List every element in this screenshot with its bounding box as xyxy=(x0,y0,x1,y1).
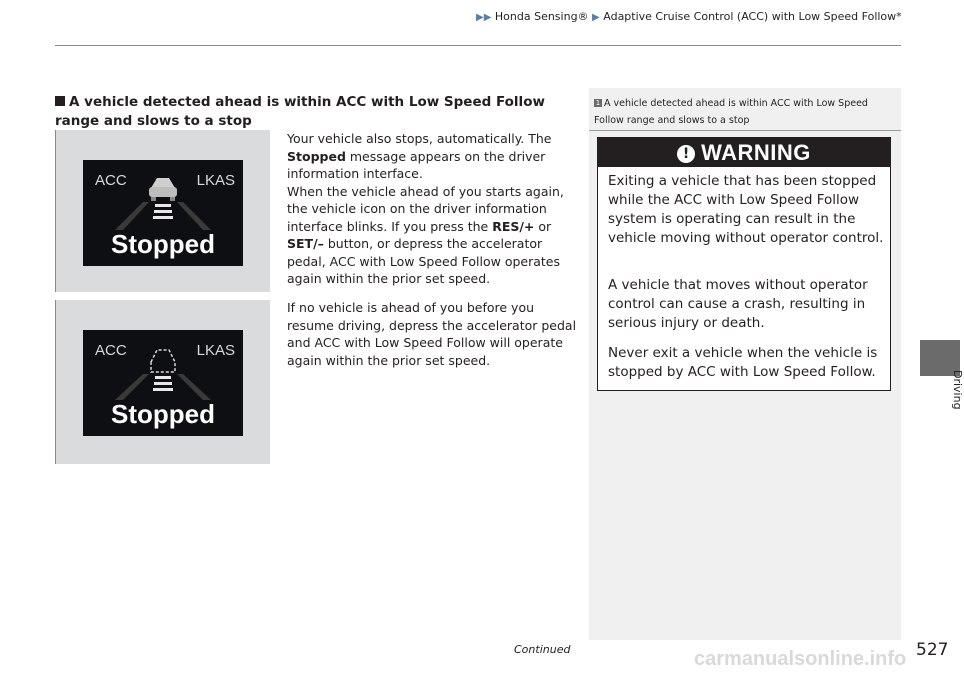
p1-res-button-label: RES/+ xyxy=(492,218,535,234)
p1-text-c: When the vehicle ahead of you starts again, the vehicle icon on the driver information interface blinks. If you press the xyxy=(287,183,564,234)
stopped-message: Stopped xyxy=(111,399,215,429)
paragraph-1 xyxy=(287,130,577,288)
header-divider xyxy=(55,45,901,46)
section-title-text: A vehicle detected ahead is within ACC with Low Speed Follow range and slows to a stop xyxy=(55,94,545,129)
acc-label: ACC xyxy=(95,342,127,359)
breadcrumb-arrow-icon: ▶▶ xyxy=(476,12,492,23)
stopped-message: Stopped xyxy=(111,229,215,259)
display-image-vehicle-ahead xyxy=(55,130,270,292)
page-number: 527 xyxy=(916,640,949,660)
chapter-tab-label: Driving xyxy=(951,370,964,410)
sidebar-heading xyxy=(594,95,899,129)
display-image-vehicle-blinking xyxy=(55,300,270,464)
p1-text-d: button, or depress the accelerator pedal, ACC with Low Speed Follow operates again within the prior set speed. xyxy=(287,236,560,286)
lkas-label: LKAS xyxy=(196,342,235,359)
lkas-label: LKAS xyxy=(196,172,235,189)
breadcrumb-honda-sensing[interactable]: Honda Sensing® xyxy=(494,10,589,23)
p1-text-b: message appears on the driver information interface. xyxy=(287,148,546,181)
continued-label: Continued xyxy=(514,643,571,656)
warning-icon: ! xyxy=(677,145,695,163)
warning-title: WARNING xyxy=(701,140,811,165)
breadcrumb-acc[interactable]: Adaptive Cruise Control (ACC) with Low Speed Follow* xyxy=(603,10,902,23)
p1-or: or xyxy=(534,218,552,234)
warning-text-3: Never exit a vehicle when the vehicle is stopped by ACC with Low Speed Follow. xyxy=(608,345,878,380)
section-title xyxy=(55,93,575,131)
sidebar-divider xyxy=(589,130,901,131)
p1-text-a: Your vehicle also stops, automatically. The xyxy=(287,131,552,146)
warning-text-2: A vehicle that moves without operator control can cause a crash, resulting in serious injury or death. xyxy=(608,277,868,331)
acc-label: ACC xyxy=(95,172,127,189)
watermark: carmanualsonline.info xyxy=(694,648,907,670)
driver-display-screen xyxy=(83,160,243,266)
warning-header xyxy=(598,138,890,167)
driver-display-screen xyxy=(83,330,243,436)
reference-icon: 1 xyxy=(595,99,601,107)
p1-stopped: Stopped xyxy=(287,148,346,164)
sidebar-heading-text: A vehicle detected ahead is within ACC with Low Speed Follow range and slows to a stop xyxy=(594,98,868,126)
paragraph-2: If no vehicle is ahead of you before you resume driving, depress the accelerator pedal and ACC with Low Speed Follow will operate again within the prior set speed. xyxy=(287,300,577,368)
vehicle-ahead-icon xyxy=(113,170,213,232)
breadcrumb-arrow-icon: ▶ xyxy=(592,12,600,23)
vehicle-outline-icon xyxy=(113,340,213,402)
p1-set-button-label: SET/– xyxy=(287,236,324,251)
warning-text-1: Exiting a vehicle that has been stopped while the ACC with Low Speed Follow system is operating can result in the vehicle moving without operator control. xyxy=(608,173,884,246)
section-square-icon xyxy=(55,96,65,106)
warning-box xyxy=(597,137,891,391)
breadcrumb xyxy=(476,10,902,23)
